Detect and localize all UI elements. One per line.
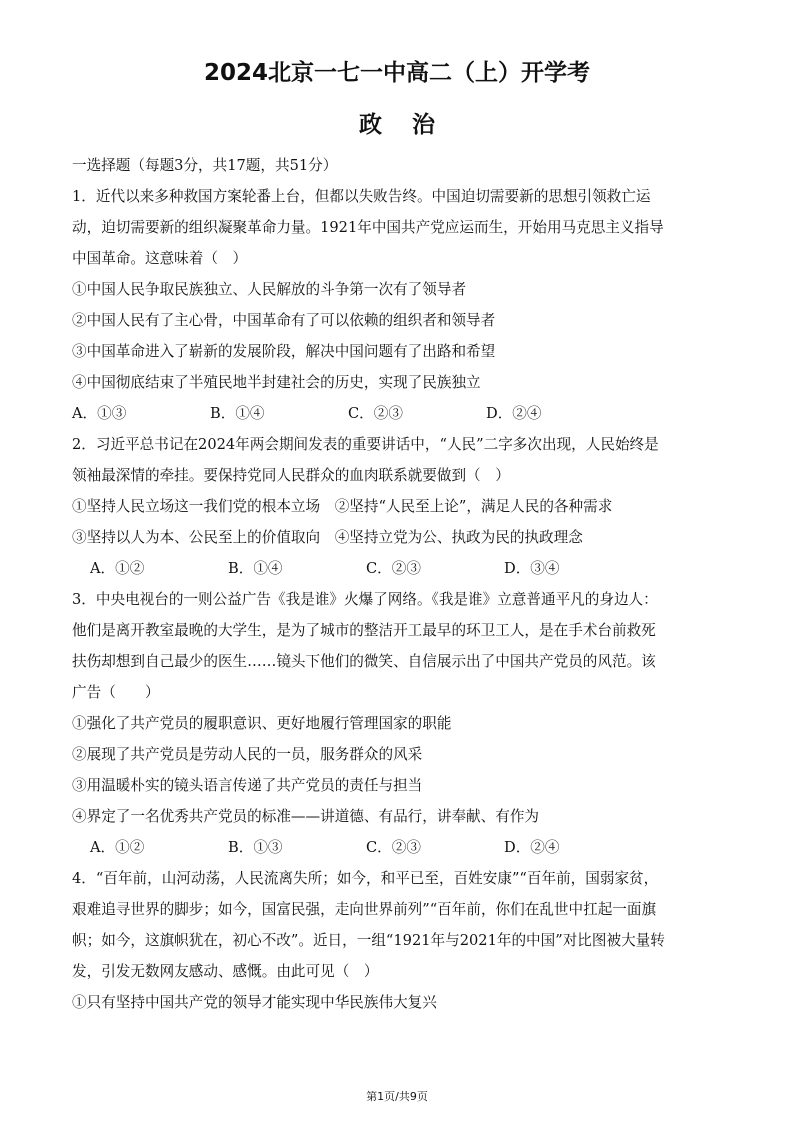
answer-options xyxy=(72,553,732,584)
question-stem-line: 1．近代以来多种救国方案轮番上台，但都以失败告终。中国迫切需要新的思想引领救亡运 xyxy=(72,188,651,205)
statement-item: ①坚持人民立场这一我们党的根本立场 ②坚持“人民至上论”，满足人民的各种需求 xyxy=(72,498,613,515)
statement-item: ③坚持以人为本、公民至上的价值取向 ④坚持立党为公、执政为民的执政理念 xyxy=(72,529,583,546)
answer-options xyxy=(72,398,732,429)
question-stem-line: 3．中央电视台的一则公益广告《我是谁》火爆了网络。《我是谁》立意普通平凡的身边人： xyxy=(72,591,658,608)
question-stem-line: 发，引发无数网友感动、感慨。由此可见（ ） xyxy=(72,963,379,980)
option-d: D．②④ xyxy=(486,405,542,422)
statement-item: ③中国革命进入了崭新的发展阶段，解决中国问题有了出路和希望 xyxy=(72,343,496,360)
question-stem-line: 广告（ ） xyxy=(72,684,160,701)
statement-item: ①只有坚持中国共产党的领导才能实现中华民族伟大复兴 xyxy=(72,994,437,1011)
page-number: 第1页/共9页 xyxy=(366,1090,428,1103)
question-stem-line: 他们是离开教室最晚的大学生，是为了城市的整洁开工最早的环卫工人，是在手术台前救死 xyxy=(72,622,656,639)
option-b: B．①④ xyxy=(228,560,283,577)
question-stem-line: 4．“百年前，山河动荡，人民流离失所；如今，和平已至，百姓安康”“百年前，国弱家贫， xyxy=(72,870,659,887)
statement-item: ①中国人民争取民族独立、人民解放的斗争第一次有了领导者 xyxy=(72,281,467,298)
question-2 xyxy=(72,429,732,584)
option-a: A．①② xyxy=(90,560,145,577)
page-title: 2024北京一七一中高二（上）开学考 xyxy=(203,60,590,86)
document-body xyxy=(72,150,732,1018)
statement-item: ②展现了共产党员是劳动人民的一员，服务群众的风采 xyxy=(72,746,423,763)
question-stem-line: 动，迫切需要新的组织凝聚革命力量。1921年中国共产党应运而生，开始用马克思主义指导 xyxy=(72,219,664,236)
option-c: C．②③ xyxy=(366,560,421,577)
statement-item: ④界定了一名优秀共产党员的标准——讲道德、有品行，讲奉献、有作为 xyxy=(72,808,540,825)
option-c: C．②③ xyxy=(366,839,421,856)
question-stem-line: 2．习近平总书记在2024年两会期间发表的重要讲话中，“人民”二字多次出现，人民始终是 xyxy=(72,436,659,453)
question-stem-line: 扶伤却想到自己最少的医生……镜头下他们的微笑、自信展示出了中国共产党员的风范。该 xyxy=(72,653,656,670)
option-a: A．①③ xyxy=(72,405,127,422)
option-c: C．②③ xyxy=(348,405,403,422)
question-stem-line: 中国革命。这意味着（ ） xyxy=(72,250,248,267)
answer-options xyxy=(72,832,732,863)
option-d: D．③④ xyxy=(504,560,560,577)
option-a: A．①② xyxy=(90,839,145,856)
subject-title: 政治 xyxy=(359,112,465,138)
question-4 xyxy=(72,863,732,1018)
question-stem-line: 领袖最深情的牵挂。要保持党同人民群众的血肉联系就要做到（ ） xyxy=(72,467,510,484)
question-stem-line: 艰难追寻世界的脚步；如今，国富民强，走向世界前列”“百年前，你们在乱世中扛起一面旗 xyxy=(72,901,657,918)
question-stem-line: 帜；如今，这旗帜犹在，初心不改”。近日，一组“1921年与2021年的中国”对比图被大量转 xyxy=(72,932,665,949)
statement-item: ②中国人民有了主心骨，中国革命有了可以依赖的组织者和领导者 xyxy=(72,312,496,329)
statement-item: ①强化了共产党员的履职意识、更好地履行管理国家的职能 xyxy=(72,715,452,732)
option-b: B．①③ xyxy=(228,839,283,856)
statement-item: ③用温暖朴实的镜头语言传递了共产党员的责任与担当 xyxy=(72,777,423,794)
statement-item: ④中国彻底结束了半殖民地半封建社会的历史，实现了民族独立 xyxy=(72,374,481,391)
option-b: B．①④ xyxy=(210,405,265,422)
option-d: D．②④ xyxy=(504,839,560,856)
question-1 xyxy=(72,181,732,429)
section-heading: 一选择题（每题3分，共17题，共51分） xyxy=(72,157,338,174)
question-3 xyxy=(72,584,732,863)
